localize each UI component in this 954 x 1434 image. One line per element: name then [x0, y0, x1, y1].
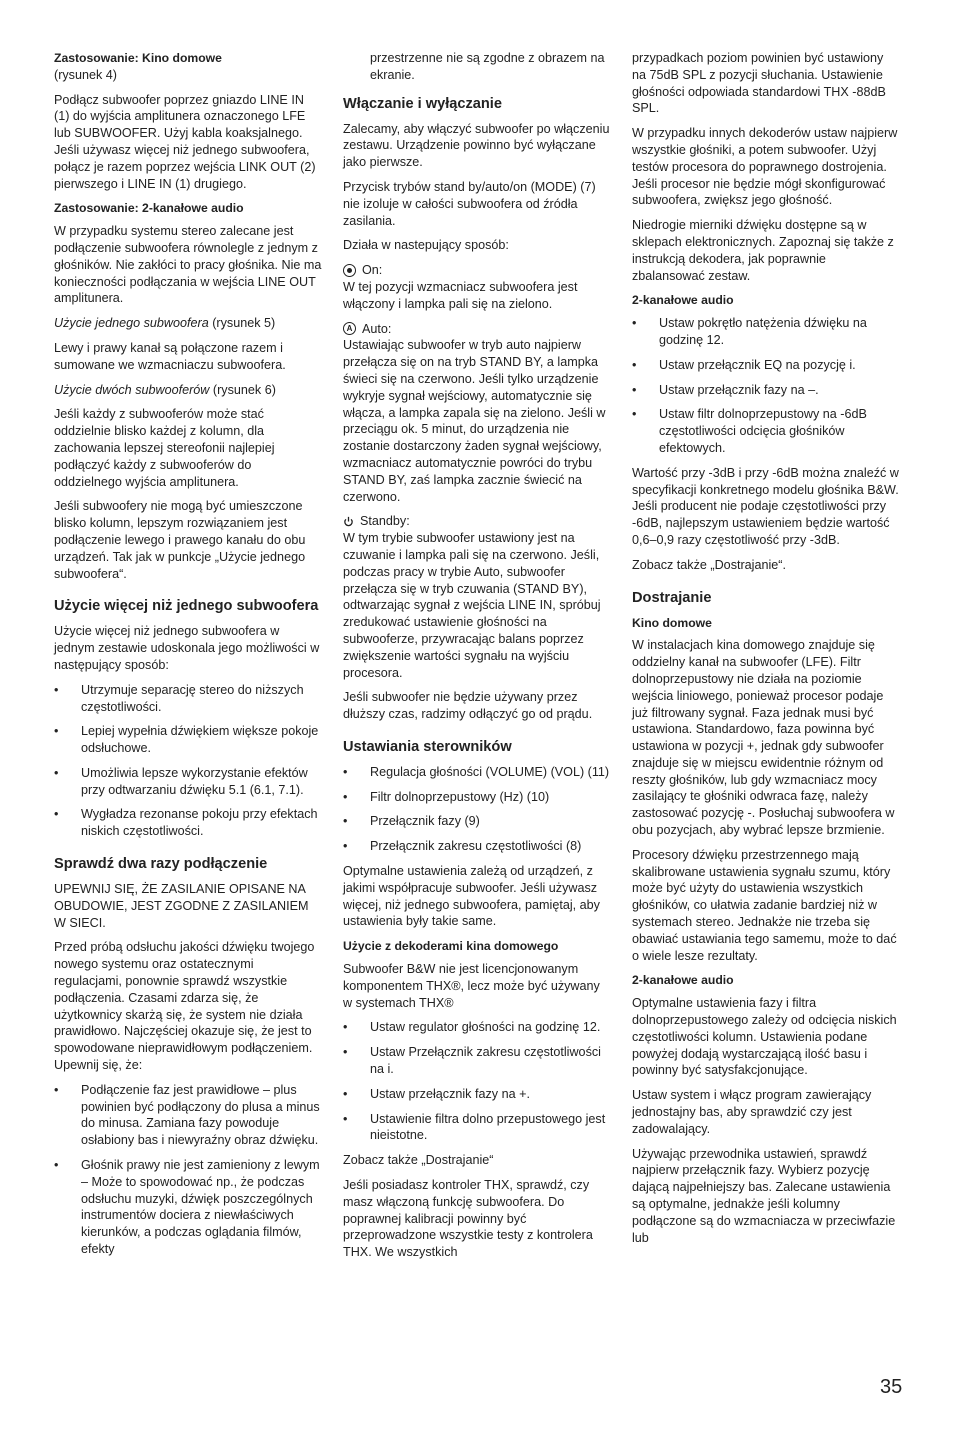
heading-home-cinema: Kino domowe — [632, 615, 712, 630]
paragraph: Zalecamy, aby włączyć subwoofer po włączeniu zestawu. Urządzenie powinno być wyłączane jako pierwsze. — [343, 121, 610, 170]
figure-ref: (rysunek 4) — [54, 67, 117, 82]
list-item: • Utrzymuje separację stereo do niższych częstotliwości. — [54, 682, 322, 716]
paragraph: Ustaw system i włącz program zawierający jednostajny bas, aby sprawdzić czy jest zadowalający. — [632, 1088, 872, 1136]
mode-label: On: — [362, 263, 383, 278]
list-item: • Przełącznik fazy (9) — [343, 813, 611, 830]
mode-label: Auto: — [362, 321, 392, 336]
mode-on-label-line — [343, 262, 611, 279]
paragraph-continued: przypadkach poziom powinien być ustawiony na 75dB SPL z pozycji słuchania. Ustawienie głośności odpowiada standardowi THX -88dB SPL. — [632, 51, 886, 116]
paragraph: Działa w nastepujący sposób: — [343, 238, 509, 253]
mode-standby-label-line — [343, 513, 611, 530]
paragraph: Zobacz także „Dostrajanie“ — [343, 1153, 494, 1168]
list-item: • Ustaw regulator głośności na godzinę 12. — [343, 1019, 611, 1036]
benefits-list — [54, 682, 322, 840]
heading-2ch-audio: 2-kanałowe audio — [632, 293, 734, 308]
heading-2ch-audio: Zastosowanie: 2-kanałowe audio — [54, 201, 244, 216]
list-item: • Ustaw Przełącznik zakresu częstotliwości na i. — [343, 1044, 611, 1078]
list-item: • Ustawienie filtra dolno przepustowego jest nieistotne. — [343, 1111, 611, 1145]
paragraph: Jeśli posiadasz kontroler THX, sprawdź, czy masz włączoną funkcję subwoofera. Do poprawnej kalibracji powinny być przeprowadzone wszystkie testy z kontrolera THX. We wszystkich — [343, 1178, 593, 1260]
column-middle — [343, 50, 611, 1269]
mode-description: Ustawiając subwoofer w tryb auto najpierw przełącza się on na tryb STAND BY, a lampka świeci się na czerwono. Jeśli tylko urządzenie wykryje sygnał wejściowy, automatycznie się włącza, a lampka zapala się na zielono. Jeśli w przeciągu ok. 5 minut, do urządzenia nie zostanie dostarczony żaden sygnał wejściowy, wzmacniacz automatycznie powróci do trybu STAND BY, zaś lampka zacznie świecić na czerwono. — [343, 338, 606, 504]
mode-description: W tym trybie subwoofer ustawiony jest na czuwanie i lampka pali się na czerwono. Jeśli, podczas pracy w trybie Auto, subwoofer przełącza się w tryb czuwania (STAND BY), odtwarzając sygnał z wejścia LINE IN, spróbuj zredukować ustawienie głośności na subwooferze, przywracając balans poprzez zwiększenie wartości sygnału na wyjściu procesora. — [343, 531, 601, 680]
check-list — [54, 1082, 322, 1258]
paragraph-two-sub-heading — [54, 382, 322, 399]
mode-description: W tej pozycji wzmacniacz subwoofera jest włączony i lampka pali się na zielono. — [343, 279, 578, 311]
paragraph: Optymalne ustawienia fazy i filtra dolnoprzepustowego zależy od odcięcia niskich częstotliwości kolumn. Ustawienia podane powyżej dodają wystarczającą ilość basu i powinny być satysfakcjonujące. — [632, 996, 897, 1078]
paragraph: Optymalne ustawienia zależą od urządzeń, z jakimi współpracuje subwoofer. Jeśli używasz więcej, niż jednego subwoofera, pamiętaj, aby ustawienia były takie same. — [343, 864, 600, 929]
paragraph: Lewy i prawy kanał są połączone razem i sumowane we wzmacniaczu subwoofera. — [54, 340, 286, 372]
mode-label: Standby: — [360, 514, 410, 529]
warning-paragraph: UPEWNIJ SIĘ, ŻE ZASILANIE OPISANE NA OBUDOWIE, JEST ZGODNE Z ZASILANIEM W SIECI. — [54, 882, 309, 930]
list-item: • Głośnik prawy nie jest zamieniony z lewym – Może to spowodować np., że podczas odsłuchu muzyki, dźwięk poszczególnych instrumentów dociera z niewłaściwych kierunków, a podczas oglądania filmów, efekty — [54, 1157, 322, 1258]
heading-power: Włączanie i wyłączanie — [343, 95, 502, 112]
section-home-cinema — [54, 50, 322, 84]
list-item: • Wygładza rezonanse pokoju przy efektach niskich częstotliwości. — [54, 806, 322, 840]
paragraph-continued: przestrzenne nie są zgodne z obrazem na ekranie. — [370, 51, 605, 82]
figure-ref: (rysunek 6) — [209, 382, 276, 397]
settings-2ch-list — [632, 315, 900, 457]
italic-label: Użycie dwóch subwooferów — [54, 382, 210, 397]
paragraph: Używając przewodnika ustawień, sprawdź najpierw przełącznik fazy. Wybierz pozycję dającą najpełniejszy bas. Zalecane ustawienia są optymalne, jednakże jeśli kolumny podłączone są do wzmacniacza w przeciwfazie lub — [632, 1146, 896, 1245]
column-left — [54, 50, 322, 1266]
paragraph: Jeśli subwoofery nie mogą być umieszczone blisko kolumn, lepszym rozwiązaniem jest podłączenie lewego i prawego kanału do obu urządzeń. Tak jak w punkcje „Użycie jednego subwoofera“. — [54, 499, 306, 581]
auto-mode-icon: A — [343, 322, 356, 335]
list-item: • Regulacja głośności (VOLUME) (VOL) (11) — [343, 764, 611, 781]
mode-auto — [343, 321, 611, 506]
mode-standby — [343, 513, 611, 681]
list-item: • Ustaw przełącznik fazy na +. — [343, 1086, 611, 1103]
paragraph: Użycie więcej niż jednego subwoofera w jednym zestawie udoskonala jego możliwości w następujący sposób: — [54, 624, 320, 672]
list-item: • Przełącznik zakresu częstotliwości (8) — [343, 838, 611, 855]
mode-on — [343, 262, 611, 312]
paragraph: Wartość przy -3dB i przy -6dB można znaleźć w specyfikacji konkretnego modelu głośnika B&W. Jeśli producent nie podaje częstotliwości przy -6dB, najlepszym ustawieniem będzie wartość 0,6–0,9 razy częstotliwość przy -3dB. — [632, 465, 899, 547]
paragraph: W przypadku innych dekoderów ustaw najpierw wszystkie głośniki, a potem subwoofer. Użyj testów procesora do poprawnego dostrojenia. Jeśli procesor nie będzie mógł skonfigurować subwoofera, zwiększ jego głośność. — [632, 126, 898, 208]
paragraph: Subwoofer B&W nie jest licencjonowanym komponentem THX®, lecz może być używany w systemach THX® — [343, 962, 600, 1010]
column-right — [632, 50, 900, 1254]
paragraph: Podłącz subwoofer poprzez gniazdo LINE IN (1) do wyjścia amplitunera oznaczonego LFE lub SUBWOOFER. Użyj kabla koaksjalnego. Jeśli używasz więcej niż jednego subwoofera, połącz je razem poprzez wejścia LINK OUT (2) pierwszego i LINE IN (1) drugiego. — [54, 92, 316, 191]
heading-tuning: Dostrajanie — [632, 589, 712, 606]
paragraph: Jeśli subwoofer nie będzie używany przez dłuższy czas, radzimy odłączyć go od prądu. — [343, 690, 593, 722]
italic-label: Użycie jednego subwoofera — [54, 316, 209, 331]
thx-list — [343, 1019, 611, 1144]
list-item: • Podłączenie faz jest prawidłowe – plus powinien być podłączony do plusa a minus do minusa. Zamiana fazy powoduje osłabiony bas i niewyraźny obraz dźwięku. — [54, 1082, 322, 1149]
list-item: • Umożliwia lepsze wykorzystanie efektów przy odtwarzaniu dźwięku 5.1 (6.1, 7.1). — [54, 765, 322, 799]
heading-check-connection: Sprawdź dwa razy podłączenie — [54, 856, 268, 873]
paragraph: Przed próbą odsłuchu jakości dźwięku twojego nowego systemu oraz ostatecznymi regulacjami, ponownie sprawdź wszystkie podłączenia. Czasami zdarza się, że użytkownicy skarżą się, że system nie działa prawidłowo. Najczęściej okazuje się, że jest to spowodowane nieprawidłowym podłączeniem. Upewnij się, że: — [54, 940, 315, 1073]
figure-ref: (rysunek 5) — [208, 316, 276, 331]
page-number: 35 — [880, 1376, 903, 1398]
heading-decoders: Użycie z dekoderami kina domowego — [343, 939, 559, 954]
heading-2ch-audio: 2-kanałowe audio — [632, 973, 734, 988]
heading-controls: Ustawiania sterowników — [343, 738, 512, 755]
paragraph-one-sub-heading — [54, 315, 322, 332]
heading-more-subwoofers: Użycie więcej niż jednego subwoofera — [54, 598, 319, 615]
heading-home-cinema: Zastosowanie: Kino domowe — [54, 51, 222, 65]
list-item: • Filtr dolnoprzepustowy (Hz) (10) — [343, 789, 611, 806]
paragraph: W instalacjach kina domowego znajduje się oddzielny kanał na subwoofer (LFE). Filtr dolnoprzepustowy nie działa na poziomie wejścia liniowego, ponieważ procesor podaje już filtrowany sygnał. Faza jednak musi być ustawiona. Standardowo, faza powinna być ustawiona w pozycji +, jednak gdy subwoofer znajduje się w miejscu ewidentnie różnym od reszty głośników, lub gdy wzmacniacz mocy zasilający te głośniki odwraca fazę, należy zastosować pozycję -. Posłuchaj subwoofera w obu pozycjach, aby wybrać lepsze brzmienie. — [632, 638, 895, 838]
list-item: • Ustaw przełącznik fazy na –. — [632, 382, 900, 399]
paragraph: Niedrogie mierniki dźwięku dostępne są w sklepach elektronicznych. Zapoznaj się także z instrukcją dekodera, jak poprawnie zbalansować zestaw. — [632, 218, 894, 283]
paragraph: Przycisk trybów stand by/auto/on (MODE) (7) nie izoluje w całości subwoofera od źródła zasilania. — [343, 179, 596, 228]
standby-power-icon — [343, 516, 354, 527]
list-item: • Ustaw pokrętło natężenia dźwięku na godzinę 12. — [632, 315, 900, 349]
paragraph: Zobacz także „Dostrajanie“. — [632, 557, 786, 572]
mode-auto-label-line — [343, 321, 611, 338]
list-item: • Ustaw filtr dolnoprzepustowy na -6dB częstotliwości odcięcia głośników efektowych. — [632, 406, 900, 456]
on-mode-icon — [343, 264, 356, 277]
paragraph: W przypadku systemu stereo zalecane jest podłączenie subwoofera równolegle z jednym z głośników. Nie zakłóci to pracy głośnika. Nie ma konieczności podłączania w wejścia LINE OUT amplitunera. — [54, 224, 322, 306]
list-item: • Lepiej wypełnia dźwiękiem większe pokoje odsłuchowe. — [54, 723, 322, 757]
paragraph: Procesory dźwięku przestrzennego mają skalibrowane ustawienia sygnału szumu, który może być użyty do ustawienia wszystkich głośników, co ułatwia zadanie bardziej niż w systemach stereo. Jednakże nie trzeba się obawiać ustawiania tego samemu, może to dać o wiele lesze rezultaty. — [632, 847, 897, 963]
controls-list — [343, 764, 611, 855]
list-item: • Ustaw przełącznik EQ na pozycję i. — [632, 357, 900, 374]
paragraph: Jeśli każdy z subwooferów może stać oddzielnie blisko każdej z kolumn, dla zachowania lepszej stereofonii najlepiej podłączyć każdy z subwooferów do oddzielnego wyjścia amplitunera. — [54, 407, 275, 489]
